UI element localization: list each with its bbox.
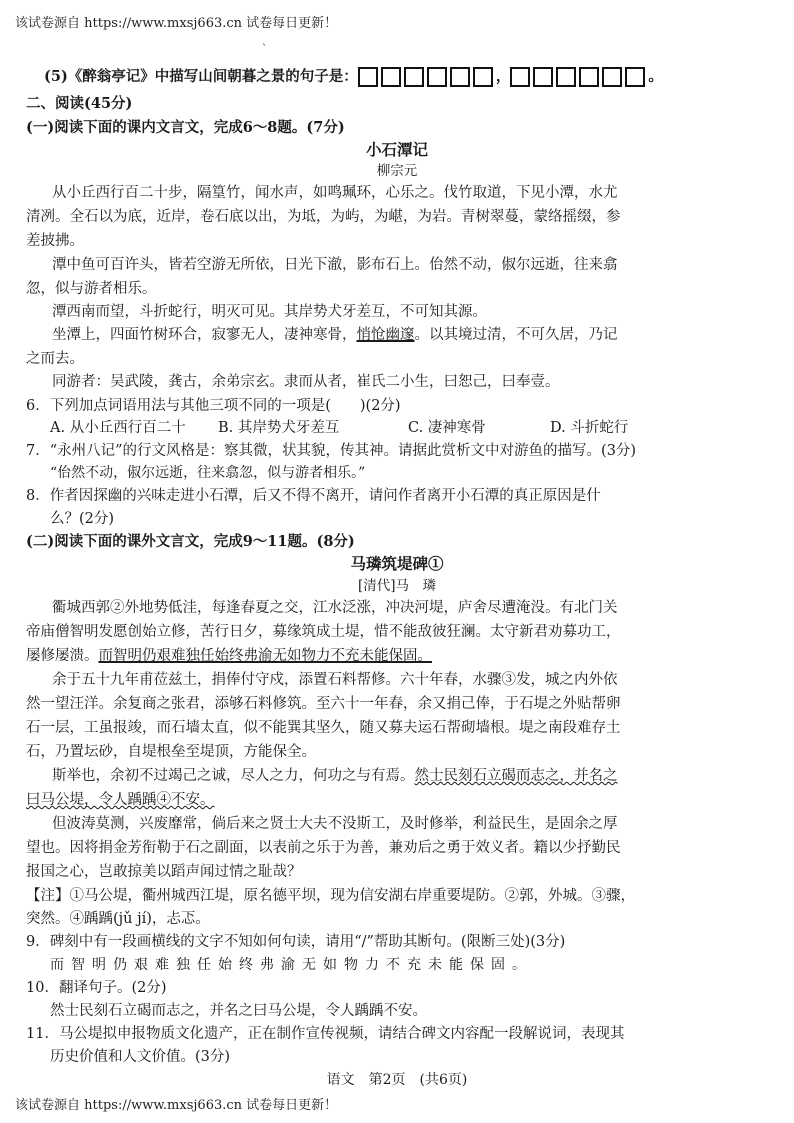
passage2-line: 望也。因将捐金芳衔勒于石之副面，以表前之乐于为善，兼劝后之勇于效义者。籍以少抒勤民 [26, 840, 621, 856]
passage2-line: 帝庙僧智明发愿创始立修，苦行日夕，募缘筑成土堤，惜不能敌彼狂澜。太守新君劝募功工， [26, 624, 621, 640]
passage2-line: 衢城西郭②外地势低洼，每逢春夏之交，江水泛涨，冲决河堤，庐舍尽遭淹没。有北门关 [52, 600, 618, 616]
section-heading: 二、阅读(45分) [26, 95, 133, 112]
passage1-line: 清冽。全石以为底，近岸，卷石底以出，为坻，为屿，为嵁，为岩。青树翠蔓，蒙络摇缀，参 [26, 209, 621, 225]
passage1-line: 坐潭上，四面竹树环合，寂寥无人，凄神寒骨，悄怆幽邃。以其境过清，不可久居，乃记 [52, 327, 618, 343]
question-8: 8．作者因探幽的兴味走进小石潭，后又不得不离开，请问作者离开小石潭的真正原因是什 [26, 488, 601, 504]
passage1-line: 之而去。 [26, 351, 84, 367]
passage1-line: 从小丘西行百二十步，隔篁竹，闻水声，如鸣珮环，心乐之。伐竹取道，下见小潭，水尤 [52, 185, 618, 201]
question-6-stem: 6．下列加点词语用法与其他三项不同的一项是( )(2分) [26, 398, 401, 414]
question-11: 历史价值和人文价值。(3分) [50, 1049, 231, 1065]
watermark-top: 该试卷源自 https://www.mxsj663.cn 试卷每日更新！ [15, 16, 338, 31]
note-line: 突然。④踽踽(jǔ jí)，忐忑。 [26, 911, 210, 927]
passage2-title: 马璘筑堤碑① [350, 554, 444, 573]
question-9-text[interactable]: 而智明仍艰难独任始终弗渝无如物力不充未能保固。 [50, 957, 533, 973]
passage2-line: 但波涛莫测，兴废靡常，倘后来之贤士大夫不没斯工，及时修举，利益民生，是固余之厚 [52, 816, 618, 832]
passage2-line: 石，乃置坛砂，自堤根垒至堤顶，方能保全。 [26, 744, 316, 760]
exam-page: 该试卷源自 https://www.mxsj663.cn 试卷每日更新！ ˋ (5)《醉翁亭记》中描写山间朝暮之景的句子是： ， 。 二、阅读(45分) (一)阅读下面的课内文言文，完成6～8题。(7分) 小石潭记 柳宗元 从小丘西行百二十步，隔篁竹，闻水声，如鸣珮环，心乐之。伐竹取道，下见小潭，水尤 清冽。全石以为底，近岸，卷石底以出，为坻，为屿，为嵁，为岩。青树翠蔓，蒙络摇缀，参 差披拂。 潭中鱼可百许头，皆若空游无所依，日光下澈，影布石上。佁然不动，俶尔远逝，往来翕 忽，似与游者相乐。 潭西南而望，斗折蛇行，明灭可见。其岸势犬牙差互，不可知其源。 坐潭上，四面竹树环合，寂寥无人，凄神寒骨，悄怆幽邃。以其境过清，不可久居，乃记 之而去。 同游者：吴武陵，龚古，余弟宗玄。隶而从者，崔氏二小生，曰恕己，曰奉壹。 6．下列加点词语用法与其他三项不同的一项是( )(2分) A. 从小丘西行百二十 B. 其岸势犬牙差互 C. 凄神寒骨 D. 斗折蛇行 7．“永州八记”的行文风格是：察其微，状其貌，传其神。请据此赏析文中对游鱼的描写。(3分) “佁然不动，俶尔远逝，往来翕忽，似与游者相乐。” 8．作者因探幽的兴味走进小石潭，后又不得不离开，请问作者离开小石潭的真正原因是什 么？(2分) (二)阅读下面的课外文言文，完成9～11题。(8分) 马璘筑堤碑① [清代]马 璘 衢城西郭②外地势低洼，每逢春夏之交，江水泛涨，冲决河堤，庐舍尽遭淹没。有北门关 帝庙僧智明发愿创始立修，苦行日夕，募缘筑成土堤，惜不能敌彼狂澜。太守新君劝募功工， 屡修屡溃。而智明仍艰难独任始终弗渝无如物力不充未能保固。 余于五十九年甫莅兹土，捐俸付守戍，添置石料帮修。六十年春，水骤③发，城之内外依 然一望汪洋。余复商之张君，添够石料修筑。至六十一年春，余又捐己俸，于石堤之外贴帮卵 石一层，工虽报竣，而石墙太直，似不能巽其坚久，随又募夫运石帮砌墙根。堤之南段难存土 石，乃置坛砂，自堤根垒至堤顶，方能保全。 斯举也，余初不过竭己之诚，尽人之力，何功之与有焉。然士民刻石立碣而志之，并名之 曰马公堤，令人踽踽④不安。 但波涛莫测，兴废靡常，倘后来之贤士大夫不没斯工，及时修举，利益民生，是固余之厚 望也。因将捐金芳衔勒于石之副面，以表前之乐于为善，兼劝后之勇于效义者。籍以少抒勤民 报国之心，岂敢掠美以蹈声闻过情之耻哉？ 【注】①马公堤，衢州城西江堤，原名德平坝，现为信安湖右岸重要堤防。②郭，外城。③骤， 突然。④踽踽(jǔ jí)，忐忑。 9．碑刻中有一段画横线的文字不知如何句读，请用“/”帮助其断句。(限断三处)(3分) 而智明仍艰难独任始终弗渝无如物力不充未能保固。 10．翻译句子。(2分) 然士民刻石立碣而志之，并名之曰马公堤，令人踽踽不安。 11．马公堤拟申报物质文化遗产，正在制作宣传视频，请结合碑文内容配一段解说词，表现其 历史价值和人文价值。(3分) 语文 第2页 (共6页) 该试卷源自 https://www.mxsj663.cn 试卷每日更新！ [0, 0, 794, 1123]
passage1-line: 同游者：吴武陵，龚古，余弟宗玄。隶而从者，崔氏二小生，曰恕己，曰奉壹。 [52, 374, 560, 390]
question-5: (5)《醉翁亭记》中描写山间朝暮之景的句子是： ， 。 [44, 66, 784, 88]
passage1-line: 差披拂。 [26, 233, 84, 249]
option-c[interactable]: C. 凄神寒骨 [408, 420, 486, 436]
passage2-line: 然一望汪洋。余复商之张君，添够石料修筑。至六十一年春，余又捐己俸，于石堤之外贴帮卵 [26, 696, 621, 712]
passage1-line: 潭中鱼可百许头，皆若空游无所依，日光下澈，影布石上。佁然不动，俶尔远逝，往来翕 [52, 257, 618, 273]
passage2-author: [清代]马 璘 [357, 578, 437, 594]
option-a[interactable]: A. 从小丘西行百二十 [50, 420, 186, 436]
question-8: 么？(2分) [50, 511, 115, 527]
question-6-options [50, 418, 766, 438]
part2-intro: (二)阅读下面的课外文言文，完成9～11题。(8分) [26, 533, 355, 550]
page-footer: 语文 第2页 (共6页) [326, 1072, 468, 1088]
watermark-bottom: 该试卷源自 https://www.mxsj663.cn 试卷每日更新！ [15, 1098, 338, 1113]
underlined-phrase: 悄怆幽邃 [356, 327, 415, 343]
option-d[interactable]: D. 斗折蛇行 [550, 420, 629, 436]
passage2-line: 斯举也，余初不过竭己之诚，尽人之力，何功之与有焉。然士民刻石立碣而志之，并名之 [52, 768, 618, 784]
passage2-line: 余于五十九年甫莅兹土，捐俸付守戍，添置石料帮修。六十年春，水骤③发，城之内外依 [52, 672, 618, 688]
question-9: 9．碑刻中有一段画横线的文字不知如何句读，请用“/”帮助其断句。(限断三处)(3分) [26, 934, 566, 950]
answer-boxes-2[interactable] [510, 66, 648, 88]
option-b[interactable]: B. 其岸势犬牙差互 [218, 420, 340, 436]
note-line: 【注】①马公堤，衢州城西江堤，原名德平坝，现为信安湖右岸重要堤防。②郭，外城。③骤， [26, 888, 635, 904]
question-7-quote: “佁然不动，俶尔远逝，往来翕忽，似与游者相乐。” [50, 465, 366, 481]
underlined-sentence: 而智明仍艰难独任始终弗渝无如物力不充未能保固。 [98, 648, 432, 664]
question-7: 7．“永州八记”的行文风格是：察其微，状其貌，传其神。请据此赏析文中对游鱼的描写。(3分) [26, 443, 637, 459]
part1-intro: (一)阅读下面的课内文言文，完成6～8题。(7分) [26, 119, 345, 136]
passage2-line: 报国之心，岂敢掠美以蹈声闻过情之耻哉？ [26, 864, 302, 880]
answer-boxes-1[interactable] [358, 66, 496, 88]
passage2-line [26, 790, 766, 810]
passage2-line: 屡修屡溃。而智明仍艰难独任始终弗渝无如物力不充未能保固。 [26, 648, 432, 664]
question-11: 11．马公堤拟申报物质文化遗产，正在制作宣传视频，请结合碑文内容配一段解说词，表现其 [26, 1026, 625, 1042]
passage1-line: 潭西南而望，斗折蛇行，明灭可见。其岸势犬牙差互，不可知其源。 [52, 304, 487, 320]
passage2-line: 石一层，工虽报竣，而石墙太直，似不能巽其坚久，随又募夫运石帮砌墙根。堤之南段难存土 [26, 720, 621, 736]
passage1-line: 忽，似与游者相乐。 [26, 281, 157, 297]
wavy-underlined-sentence: 然士民刻石立碣而志之，并名之 [414, 768, 618, 784]
question-10-text: 然士民刻石立碣而志之，并名之曰马公堤，令人踽踽不安。 [50, 1003, 427, 1019]
passage1-title: 小石潭记 [365, 140, 428, 159]
question-10: 10．翻译句子。(2分) [26, 980, 167, 996]
wavy-underlined-sentence: 曰马公堤，令人踽踽④不安。 [26, 792, 215, 808]
passage1-author: 柳宗元 [376, 163, 418, 179]
